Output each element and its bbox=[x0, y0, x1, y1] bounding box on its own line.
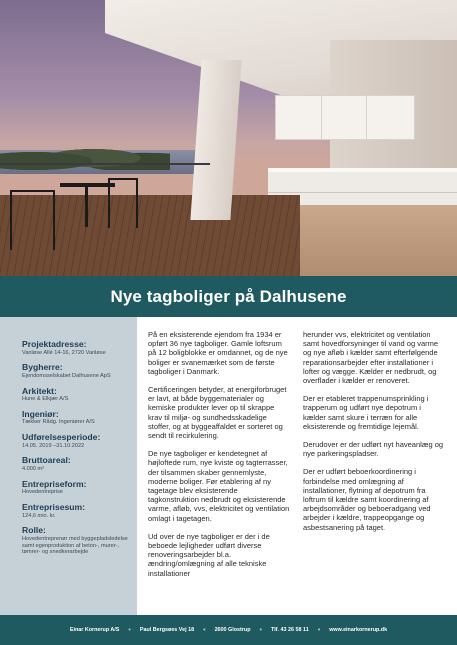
fact-role bbox=[22, 525, 137, 556]
body-column-2 bbox=[303, 330, 445, 541]
footer-company: Einar Kornerup A/S bbox=[69, 627, 120, 633]
fact-client bbox=[22, 362, 137, 379]
fact-value: Hovedentreprenør med byggepladsledelse samt egenproduktion af beton-, murer-, tømrer- og snedkerarbejde bbox=[22, 535, 128, 556]
photo-trees bbox=[0, 140, 170, 170]
fact-gross-area bbox=[22, 455, 137, 472]
fact-value: 4.000 m² bbox=[22, 465, 45, 472]
fact-value: 124,6 mio. kr. bbox=[22, 512, 56, 519]
fact-label: Rolle: bbox=[22, 525, 46, 536]
photo-chair bbox=[108, 178, 138, 228]
footer-phone: Tlf. 43 26 58 11 bbox=[270, 627, 309, 633]
title-band bbox=[0, 276, 457, 317]
body-column-1 bbox=[148, 330, 290, 587]
body-paragraph: Derudover er der udført nyt haveanlæg og nye parkeringspladser. bbox=[303, 440, 444, 459]
footer-separator: • bbox=[203, 626, 206, 634]
fact-label: Bruttoareal: bbox=[22, 455, 71, 466]
hero-photo bbox=[0, 0, 457, 276]
footer-city: 2600 Glostrup bbox=[214, 627, 251, 633]
fact-label: Arkitekt: bbox=[22, 385, 57, 396]
body-paragraph: På en eksisterende ejendom fra 1934 er opført 36 nye tagboliger. Gamle loftsrum på 12 boligblokke er omdannet, og de nye boliger er svanemærket som de første tagboliger i Danmark. bbox=[148, 330, 288, 376]
footer-separator: • bbox=[128, 626, 131, 634]
footer-address: Paul Bergsøes Vej 18 bbox=[139, 627, 195, 633]
photo-kitchen-cabinets bbox=[275, 95, 415, 140]
fact-engineer bbox=[22, 409, 137, 426]
fact-contract-sum bbox=[22, 502, 137, 519]
body-paragraph: Der er udført beboerkoordinering i forbindelse med omlægning af installationer, flytning af depotrum fra loftrum til kældre samt koordinering af arbejdsområder og beboeradgang ved arbejder i kældre, trappeopgange og asbestsanering på taget. bbox=[303, 467, 431, 532]
fact-label: Entrepriseform: bbox=[22, 478, 87, 489]
footer-website-link[interactable]: www.einarkornerup.dk bbox=[329, 627, 388, 633]
fact-contract-form bbox=[22, 479, 137, 496]
fact-label: Ingeniør: bbox=[22, 408, 59, 419]
page-title: Nye tagboliger på Dalhusene bbox=[110, 286, 347, 306]
fact-label: Entreprisesum: bbox=[22, 502, 86, 513]
photo-chair bbox=[10, 190, 55, 250]
fact-value: Tækker Rådg. Ingeniører A/S bbox=[22, 419, 95, 426]
fact-label: Bygherre: bbox=[22, 362, 63, 373]
fact-label: Projektadresse: bbox=[22, 339, 87, 349]
body-paragraph: Ud over de nye tagboliger er der i de beboede lejligheder udført diverse renoveringsarbejder bl.a. ændring/omlægning af alle tekniske installationer bbox=[148, 531, 270, 578]
footer-separator: • bbox=[259, 626, 262, 634]
fact-value: Hune & Elkjær A/S bbox=[22, 396, 69, 403]
photo-railing bbox=[0, 163, 210, 165]
fact-label: Udførelsesperiode: bbox=[22, 432, 101, 443]
body-paragraph: De nye tagboliger er kendetegnet af højloftede rum, nye kviste og tagterrasser, der tilsammen skaber gennemlyste, moderne boliger. Før etablering af ny tagetage blev eksisterende tagkonstruktion nedbrudt og eksisterende varme, afløb, vvs, elektricitet og ventilation omlagt i tagetagen. bbox=[148, 449, 290, 523]
fact-value: Vanløse Allé 14-16, 2720 Vanløse bbox=[22, 349, 106, 356]
fact-period bbox=[22, 432, 137, 449]
footer-bar bbox=[0, 615, 457, 645]
body-paragraph: Der er etableret trappenumsprinkling i trapperum og udført nye depotrum i kælder samt skure i terræn for alle eksisterende og fremtidige lejemål. bbox=[303, 394, 429, 431]
body-paragraph: herunder vvs, elektricitet og ventilation samt hovedforsyninger til vand og varme og nye afløb i kælder samt efterfølgende reparationsarbejder efter installationer i lofter og vægge. Kælder er nedbrudt, og overflader i kælder er renoveret. bbox=[303, 330, 439, 386]
fact-project-address bbox=[22, 339, 137, 356]
photo-table bbox=[60, 183, 115, 187]
fact-architect bbox=[22, 386, 137, 403]
body-paragraph: Certificeringen betyder, at energiforbruget er lavt, at både byggematerialer og kemiske produkter lever op til skrappe krav til miljø- og sundhedsskadelige stoffer, og at byggeaffaldet er sorteret og sendt til recirkulering. bbox=[148, 385, 287, 441]
fact-value: Ejendomsselskabet Dalhusene ApS bbox=[22, 372, 111, 379]
fact-value: Hovedentreprise bbox=[22, 489, 64, 496]
project-facts-sidebar bbox=[0, 317, 137, 615]
footer-separator: • bbox=[317, 626, 321, 634]
fact-value: 14.05. 2019 –31.10.2022 bbox=[22, 442, 85, 449]
